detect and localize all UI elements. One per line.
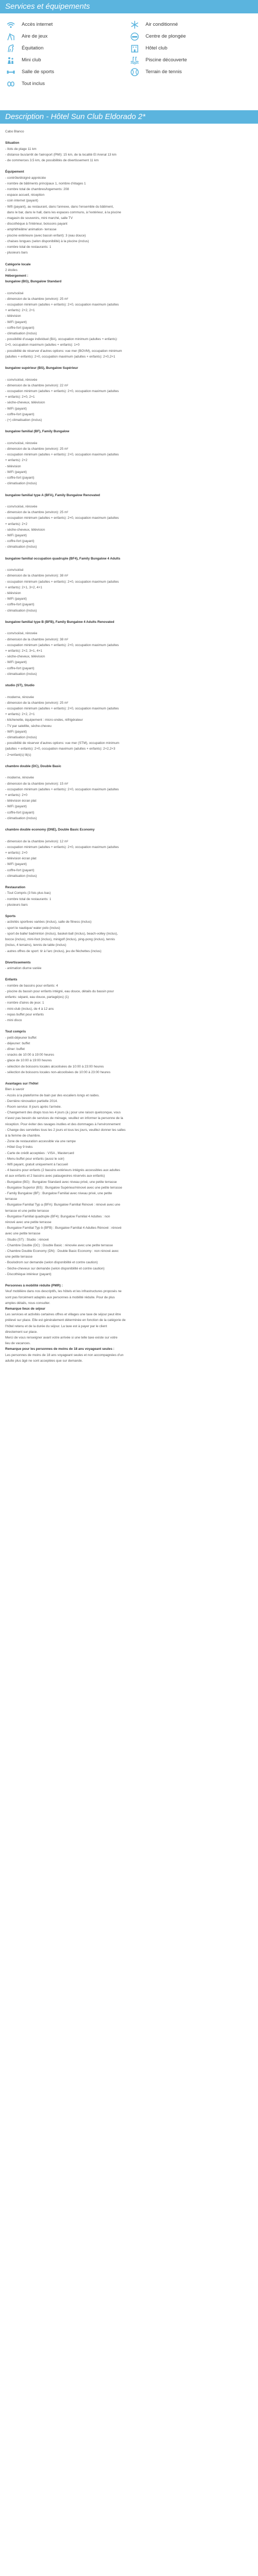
section-heading: bungalow familial type B (BFB), Family Bungalow 4 Adults Renovated — [5, 620, 115, 624]
description-line: - TV par satellite, sèche-cheveu — [5, 724, 52, 728]
description-line: - Hôtel Guy 9 treks — [5, 1145, 33, 1149]
pool-icon — [129, 55, 140, 66]
description-line: - mini disco — [5, 1018, 22, 1022]
section-heading: Remarque pour les personnes de moins de 18 ans voyageant seules : — [5, 1347, 115, 1351]
description-line: - glace de 10:00 à 19:00 heures — [5, 1059, 52, 1063]
description-line: - climatisation (inclus) — [5, 482, 37, 486]
section-heading: Équipement — [5, 170, 24, 174]
description-line: - dimension de la chambre (environ): 22 m² — [5, 383, 69, 387]
section-heading: bungalow familial occupation quadruple (BF4), Family Bungalow 4 Adults — [5, 556, 121, 561]
description-line: - climatisation (inclus) — [5, 816, 37, 820]
description-line: - magasin de souvenirs, mini marché, salle TV — [5, 216, 73, 221]
description-line: et aux enfants et 2 bassins avec pataugeoires réservés aux enfants) — [5, 1174, 105, 1178]
service-item — [129, 66, 232, 78]
description-line: - Menu buffet pour enfants (aussi le soir) — [5, 1157, 64, 1161]
description-line: terrasse — [5, 1197, 18, 1201]
section-heading: Tout compris — [5, 1030, 26, 1034]
description-line: - nombre de bassins pour enfants: 4 — [5, 984, 58, 988]
description-line: - Sèche-cheveux sur demande (selon disponibilité et contre caution) — [5, 1266, 105, 1270]
description-line: + enfants): 2+0 — [5, 793, 27, 798]
description-line: - Chambre Double (DC) : Double Basic : rénovée avec une petite terrasse — [5, 1243, 113, 1247]
description-line: - dimension de la chambre (environ): 25 m² — [5, 297, 69, 301]
description-line: + enfants): 2+2 — [5, 522, 27, 526]
services-header: Services et équipements — [0, 0, 258, 13]
description-line: lieu de vacances. — [5, 1342, 31, 1346]
section-heading: bungalow familial type A (BFA), Family Bungalow Renovated — [5, 493, 100, 497]
description-line: réception. Pour éviter des ravages inutiles et des dommages à l'environnement — [5, 1122, 121, 1126]
blank-line — [5, 954, 253, 960]
description-line: 1+0, occupation maximum (adultes + enfants): 1+0 — [5, 343, 80, 347]
description-line: à la femme de chambre. — [5, 1133, 41, 1138]
description-line: - discothèque à l'intérieur, boissons payant — [5, 222, 68, 226]
service-label: Centre de plongée — [146, 33, 186, 39]
description-line: + enfants): 2+2 — [5, 459, 27, 463]
horse-icon — [5, 43, 17, 54]
service-label: Équitation — [22, 45, 44, 51]
description-line: - mini-club (inclus), de 4 à 12 ans — [5, 1007, 54, 1011]
description-line: - sport le nautique/ water polo (inclus) — [5, 926, 60, 930]
description-line: - coin internet (payant) — [5, 199, 38, 203]
description-line: - conv/soiisé — [5, 291, 24, 295]
description-section — [0, 110, 258, 2576]
description-line: - coffre-fort (payant) — [5, 603, 35, 607]
description-line: - occupation minimum (adultes + enfants): 2+0, occupation maximum (adultes — [5, 389, 119, 394]
description-line: - moderne, rénovée — [5, 695, 34, 699]
description-line: Les services et activités certaines offres et villages une taxe de séjour peut être — [5, 1313, 121, 1317]
description-line: Cabo Blanco — [5, 130, 24, 133]
section-heading: chambre double economy (DNE), Double Basic Economy — [5, 828, 95, 832]
description-line: - Family Bungalow (BF) : Bungalow Familial avec niveau privé, une petite — [5, 1191, 112, 1195]
description-line: rénové avec une petite terrasse — [5, 1220, 52, 1224]
description-line: une petite terrasse — [5, 1255, 33, 1259]
description-line: - 2+enfant(s) lit(s) — [5, 753, 31, 757]
description-line: - WiFi (payant) — [5, 597, 27, 601]
description-line: - piscine extérieure (avec bassin enfant): 3 (eau douce) — [5, 233, 86, 238]
dumbbell-icon — [5, 66, 17, 78]
blank-line — [5, 550, 253, 556]
all-inclusive-icon — [5, 78, 17, 90]
description-line: - WiFi (payant) — [5, 805, 27, 809]
description-line: - sport de balle/ badminton (inclus), basket-ball (inclus), beach-volley (inclus), — [5, 931, 118, 936]
description-line: Veuf mobilière dans nos descriptifs, les hôtels et les infrastructures proposés ne — [5, 1290, 122, 1294]
description-line: terrasse et une petite terrasse — [5, 1209, 49, 1213]
blank-line — [5, 486, 253, 492]
blank-line — [5, 423, 253, 429]
blank-line — [5, 498, 253, 504]
description-line: bocce (inclus), mini-foot (inclus), minigolf (inclus), ping-pong (inclus), tennis — [5, 938, 115, 942]
description-line: - WiFi (payant) — [5, 534, 27, 538]
description-line: - Bungalow (BG) : Bungalow Standard avec niveau privé, une petite terrasse — [5, 1180, 117, 1184]
description-line: - possibilité d'usage individuel (BA), occupation minimum (adultes + enfants): — [5, 337, 118, 342]
description-line: + enfants): 2+2, 3+1, 4+1 — [5, 649, 42, 653]
service-item — [5, 19, 108, 30]
description-line: - petit-déjeuner buffet — [5, 1036, 37, 1040]
description-line: adulte plus âgé ne sont acceptées que sur demande. — [5, 1359, 83, 1363]
description-line: - Chambre Double Economy (DN) : Double Basic Economy : non rénové avec — [5, 1249, 119, 1253]
mini-club-icon — [5, 55, 17, 66]
blank-line — [5, 435, 253, 440]
description-line: - déjeuner: buffet — [5, 1041, 30, 1045]
description-line: - coffre-fort (payant) — [5, 868, 35, 872]
description-line: - conv/soiisé — [5, 568, 24, 572]
section-heading: Situation — [5, 141, 20, 145]
description-line: - dimension de la chambre (environ): 38 m² — [5, 574, 69, 578]
description-line: - occupation minimum (adultes + enfants): 2+0, occupation maximum (adultes — [5, 643, 119, 647]
description-line: - snacks de 10:00 à 19:00 heures — [5, 1053, 54, 1057]
description-line: - dimension de la chambre (environ): 38 m² — [5, 637, 69, 641]
diving-icon — [129, 31, 140, 42]
description-line: - sèche-cheveux, télévision — [5, 655, 45, 659]
description-line: - Studio (ST) : Studio : rénové — [5, 1238, 49, 1242]
description-line: + enfants): 2+0 — [5, 851, 27, 855]
playground-icon — [5, 31, 17, 42]
description-line: avec une petite terrasse — [5, 1232, 41, 1236]
services-grid — [0, 13, 258, 110]
description-line: - dimension de la chambre (environ): 25 m² — [5, 701, 69, 705]
section-heading: Hébergement : — [5, 274, 28, 278]
description-line: - espace accueil, réception — [5, 193, 45, 197]
description-line: - WiFi (payant) — [5, 660, 27, 665]
section-heading: Remarque lieux de séjour — [5, 1307, 45, 1311]
blank-line — [5, 625, 253, 631]
description-line: - Wifi (payant), au restaurant, dans l'annexe, dans l'ensemble du bâtiment, — [5, 205, 114, 209]
description-line: - dimension de la chambre (environ): 12 m² — [5, 839, 69, 843]
description-line: - sèche-cheveux, télévision — [5, 401, 45, 405]
description-line: + enfants): 2+1, 3+2, 4+1 — [5, 585, 42, 589]
description-line: - occupation minimum (adultes + enfants): 2+0, occupation maximum (adultes — [5, 516, 119, 520]
description-line: - conv/soiisé, rénovée — [5, 441, 38, 445]
blank-line — [5, 134, 253, 140]
description-line: - climatisation (inclus) — [5, 874, 37, 878]
blank-line — [5, 1075, 253, 1081]
description-line: - plusieurs bars — [5, 251, 28, 255]
service-label: Salle de sports — [22, 69, 54, 75]
services-left-column — [5, 19, 108, 90]
description-line: - Zone de restauration accessible via une rampe — [5, 1140, 76, 1144]
blank-line — [5, 971, 253, 977]
description-line: - Ilots de plage 11 km — [5, 147, 37, 151]
description-line: - télévision écran plat — [5, 799, 37, 803]
service-label: Accès internet — [22, 22, 53, 27]
description-line: - climatisation (inclus) — [5, 608, 37, 613]
description-line: dans le bar, dans le hall, dans les espaces communs, à l'extérieur, à la piscine — [5, 210, 121, 214]
snowflake-icon — [129, 19, 140, 30]
description-line: - Accès à la plateforme de bain par des escaliers longs et raides. — [5, 1093, 100, 1097]
description-line: - occupation minimum (adultes + enfants): 2+0, occupation maximum (adultes — [5, 707, 119, 711]
description-line: - possibilité de réserver d'autres options: vue mer (BOVM), occupation minimum — [5, 349, 122, 353]
description-line: - WiFi (payant) — [5, 406, 27, 411]
description-line: - climatisation (inclus) — [5, 332, 37, 336]
description-line: - kitchenette, équipement : micro-ondes, réfrigérateur — [5, 718, 83, 722]
description-header: Description - Hôtel Sun Club Eldorado 2* — [0, 110, 258, 124]
section-heading: Personnes à mobilité réduite (PMR) : — [5, 1284, 63, 1288]
description-line: - conv/soiisé, rénovée — [5, 378, 38, 382]
description-line: - occupation minimum (adultes + enfants): 2+0, occupation maximum (adultes — [5, 580, 119, 584]
tennis-icon — [129, 66, 140, 78]
service-label: Tout inclus — [22, 81, 45, 87]
service-item — [129, 19, 232, 30]
description-line: (inclus, 4 terrains), tennis de table (inclus) — [5, 943, 67, 947]
description-line: - coffre-fort (payant) — [5, 810, 35, 815]
description-line: - amphithéâtre/ animation- terrasse — [5, 228, 57, 232]
service-item — [5, 54, 108, 66]
description-line: - climatisation (inclus) — [5, 672, 37, 676]
blank-line — [5, 677, 253, 683]
description-line: - télévision — [5, 464, 21, 468]
service-item — [5, 78, 108, 90]
description-line: Bien à savoir — [5, 1088, 24, 1092]
description-line: - sélection de boissons locales alcoolisées de 10:00 à 23:00 heures — [5, 1064, 104, 1069]
description-line: (adultes + enfants): 2+0, occupation maximum (adultes + enfants): 2+2,2+3 — [5, 747, 116, 751]
blank-line — [5, 1277, 253, 1283]
description-line: - nombre total de restaurants: 1 — [5, 245, 52, 249]
description-line: Les personnes de moins de 18 ans voyageant seules et non accompagnées d'un — [5, 1353, 124, 1357]
description-line: - repas buffet pour enfants — [5, 1012, 44, 1016]
description-line: - télévision — [5, 314, 21, 318]
services-section — [0, 0, 258, 110]
blank-line — [5, 284, 253, 290]
description-line: - coffre-fort (payant) — [5, 326, 35, 330]
blank-line — [5, 256, 253, 261]
section-heading: Restauration — [5, 886, 26, 890]
description-line: - dimension de la chambre (environ): 15 m² — [5, 782, 69, 786]
blank-line — [5, 614, 253, 619]
description-line: - (+) climatisation (inclus) — [5, 418, 42, 422]
service-label: Terrain de tennis — [146, 69, 182, 75]
hotel-club-icon — [129, 43, 140, 54]
description-line: - de commerces 3.5 km, de possibilités de divertissement 11 km — [5, 159, 99, 162]
blank-line — [5, 908, 253, 913]
description-line: - climatisation (inclus) — [5, 736, 37, 740]
description-line: - occupation minimum (adultes + enfants): 2+0, occupation maximum (adultes — [5, 453, 119, 457]
description-line: - Tout Compris (3 fois plus bas) — [5, 891, 51, 895]
service-item — [5, 30, 108, 42]
description-line: (adultes + enfants): 2+0, occupation maximum (adultes + enfants): 2+0,2+1 — [5, 354, 116, 359]
blank-line — [5, 769, 253, 775]
service-label: Air conditionné — [146, 22, 178, 27]
description-line: - nombre de bâtiments principaux 1, nombre d'étages 1 — [5, 181, 86, 185]
service-label: Hôtel club — [146, 45, 168, 51]
blank-line — [5, 562, 253, 567]
description-line: - Dernière rénovation partielle 2014. — [5, 1099, 58, 1103]
blank-line — [5, 833, 253, 838]
section-heading: bungalow (BG), Bungalow Standard — [5, 280, 61, 284]
description-line: - Bungalow Familial Typ b (BFB) : Bungalow Familial 4 Adultes Rénové : rénové — [5, 1226, 122, 1230]
description-line: - Carte de crédit acceptées : VISA , Mastercard — [5, 1151, 74, 1155]
description-line: - animation diurne variée — [5, 967, 42, 971]
description-line: - télévision — [5, 591, 21, 596]
blank-line — [5, 163, 253, 169]
description-line: - dimension de la chambre (environ): 25 m² — [5, 447, 69, 451]
description-line: - occupation minimum (adultes + enfants): 2+0, occupation maximum (adultes — [5, 787, 119, 791]
service-item — [129, 30, 232, 42]
description-line: - sélection de boissons locales non-alcoolisées de 10:00 à 23:00 heures — [5, 1070, 110, 1074]
description-line: - occupation minimum (adultes + enfants): 2+0, occupation maximum (adultes — [5, 845, 119, 849]
description-line: - nombre total de restaurants: 1 — [5, 897, 52, 901]
description-line: - nombre total de chambres/logements: 208 — [5, 188, 69, 191]
description-line: - télévision écran plat — [5, 857, 37, 861]
description-line: - WiFi (payant) — [5, 320, 27, 324]
description-line: - occupation minimum (adultes + enfants): 2+0, occupation maximum (adultes — [5, 303, 119, 307]
blank-line — [5, 688, 253, 694]
blank-line — [5, 758, 253, 764]
description-line: - Bungalow Superior (BS) : Bungalow Supérieur/rénové avec une petite terrasse — [5, 1185, 122, 1190]
description-line: - Bungalow Familial quadruple (BF4): Bungalow Familial 4 Adultes : non — [5, 1214, 110, 1218]
blank-line — [5, 1023, 253, 1029]
description-line: sont pas forcément adaptés aux personnes à mobilité réduite. Pour de plus — [5, 1295, 115, 1299]
description-line: enfants: séparé, eau douce, partagé(es) (1) — [5, 995, 69, 999]
description-line: - moderne, rénovée — [5, 776, 34, 780]
description-line: - coffre-fort (payant) — [5, 539, 35, 544]
service-item — [129, 42, 232, 54]
description-line: - Change des serviettes tous les 2 jours et tous les jours, veuillez donner les salles — [5, 1128, 126, 1132]
description-line: - coffre-fort (payant) — [5, 476, 35, 480]
description-line: - climatisation (inclus) — [5, 545, 37, 549]
description-line: - possibilité de réserver d'autres options: vue mer (STM), occupation minimum — [5, 741, 120, 745]
service-label: Mini club — [22, 57, 41, 63]
wifi-icon — [5, 19, 17, 30]
blank-line — [5, 360, 253, 365]
description-line: - dîner: buffet — [5, 1047, 25, 1051]
section-heading: Catégorie locale — [5, 262, 31, 266]
description-line: - Wifi payant, gratuit uniquement à l'accueil — [5, 1162, 68, 1166]
description-line: - coffre-fort (payant) — [5, 666, 35, 670]
description-line: - conv/soiisé, rénovée — [5, 632, 38, 636]
description-line: - conv/soiisé, rénovée — [5, 505, 38, 509]
description-line: - distance bus/arrêt de l'aéroport (PMI): 15 km, de la localité El Arenal 13 km — [5, 152, 117, 157]
description-line: - contrôle/éloigné appréciée — [5, 176, 46, 180]
description-line: - coffre-fort (payant) — [5, 412, 35, 416]
description-line: 2 étoiles — [5, 268, 18, 272]
blank-line — [5, 821, 253, 827]
description-line: amples détails, nous consulter. — [5, 1301, 51, 1305]
section-heading: bungalow supérieur (BS), Bungalow Supérieur — [5, 366, 78, 370]
description-line: + enfants): 2+0, 2+1 — [5, 395, 35, 399]
description-line: - sèche-cheveux, télévision — [5, 528, 45, 532]
description-line: - Boulodrom sur demande (selon disponibilité et contre caution) — [5, 1261, 98, 1265]
description-line: - activités sportives variées (inclus), salle de fitness (inclus) — [5, 920, 92, 924]
service-item — [129, 54, 232, 66]
blank-line — [5, 371, 253, 377]
service-item — [5, 66, 108, 78]
section-heading: Sports — [5, 914, 16, 919]
description-line: - WiFi (payant) — [5, 470, 27, 474]
blank-line — [5, 879, 253, 885]
service-label: Aire de jeux — [22, 33, 48, 39]
description-line: l'hôtel retenu et de la durée du séjour. La taxe est à payer par le client — [5, 1324, 107, 1328]
description-line: - Discothèque intérieur (payant) — [5, 1272, 52, 1276]
description-line: directement sur place. — [5, 1330, 38, 1334]
section-heading: Enfants — [5, 978, 18, 982]
description-line: - WiFi (payant) — [5, 862, 27, 867]
description-line: - 4 bassins pour enfants (2 bassins extérieurs intégrés accessibles aux adultes — [5, 1168, 120, 1173]
description-line: - Room service: 8 jours après l'arrivée. — [5, 1105, 62, 1109]
description-line: - piscine du bassin pour enfants intégré, eau douce, détails du bassin pour — [5, 989, 114, 993]
section-heading: Divertissements — [5, 960, 31, 964]
description-body — [0, 124, 258, 2576]
description-line: - nombre d'aires de jeux: 1 — [5, 1001, 44, 1005]
description-line: + enfants): 2+2, 2+1 — [5, 309, 35, 313]
services-right-column — [129, 19, 232, 78]
section-heading: studio (ST), Studio — [5, 684, 35, 688]
description-line: - Bungalow Familial Typ a (BFA): Bungalow Familial Rénové : rénové avec une — [5, 1203, 120, 1207]
description-line: - chaises longues (selon disponibilité) à la piscine (inclus) — [5, 239, 89, 243]
description-line: - plusieurs bars — [5, 903, 28, 907]
section-heading: bungalow familial (BF), Family Bungalow — [5, 430, 70, 434]
description-line: - dimension de la chambre (environ): 25 m² — [5, 511, 69, 515]
description-line: - Changement des draps tous les 4 jours (à j pour une raison quelconque, vous — [5, 1111, 121, 1115]
section-heading: Avantages sur l'hôtel — [5, 1082, 39, 1086]
service-item — [5, 42, 108, 54]
description-line: + enfants): 2+2, 2+1 — [5, 713, 35, 717]
description-line: - WiFi (payant) — [5, 730, 27, 734]
section-heading: chambre double (DC), Double Basic — [5, 765, 61, 769]
service-label: Piscine découverte — [146, 57, 187, 63]
description-line: n'avez pas besoin de services de ménage, veuillez en informer la personne de la — [5, 1116, 123, 1121]
description-line: Merci de vous renseigner avant votre arrivée si une telle taxe existe sur votre — [5, 1336, 118, 1340]
description-line: prélevé sur place. Elle est généralement déterminée en fonction de la catégorie de — [5, 1318, 126, 1323]
description-line: - autres offres de sport: tir à l'arc (inclus), jeu de fléchettes (inclus) — [5, 949, 102, 953]
